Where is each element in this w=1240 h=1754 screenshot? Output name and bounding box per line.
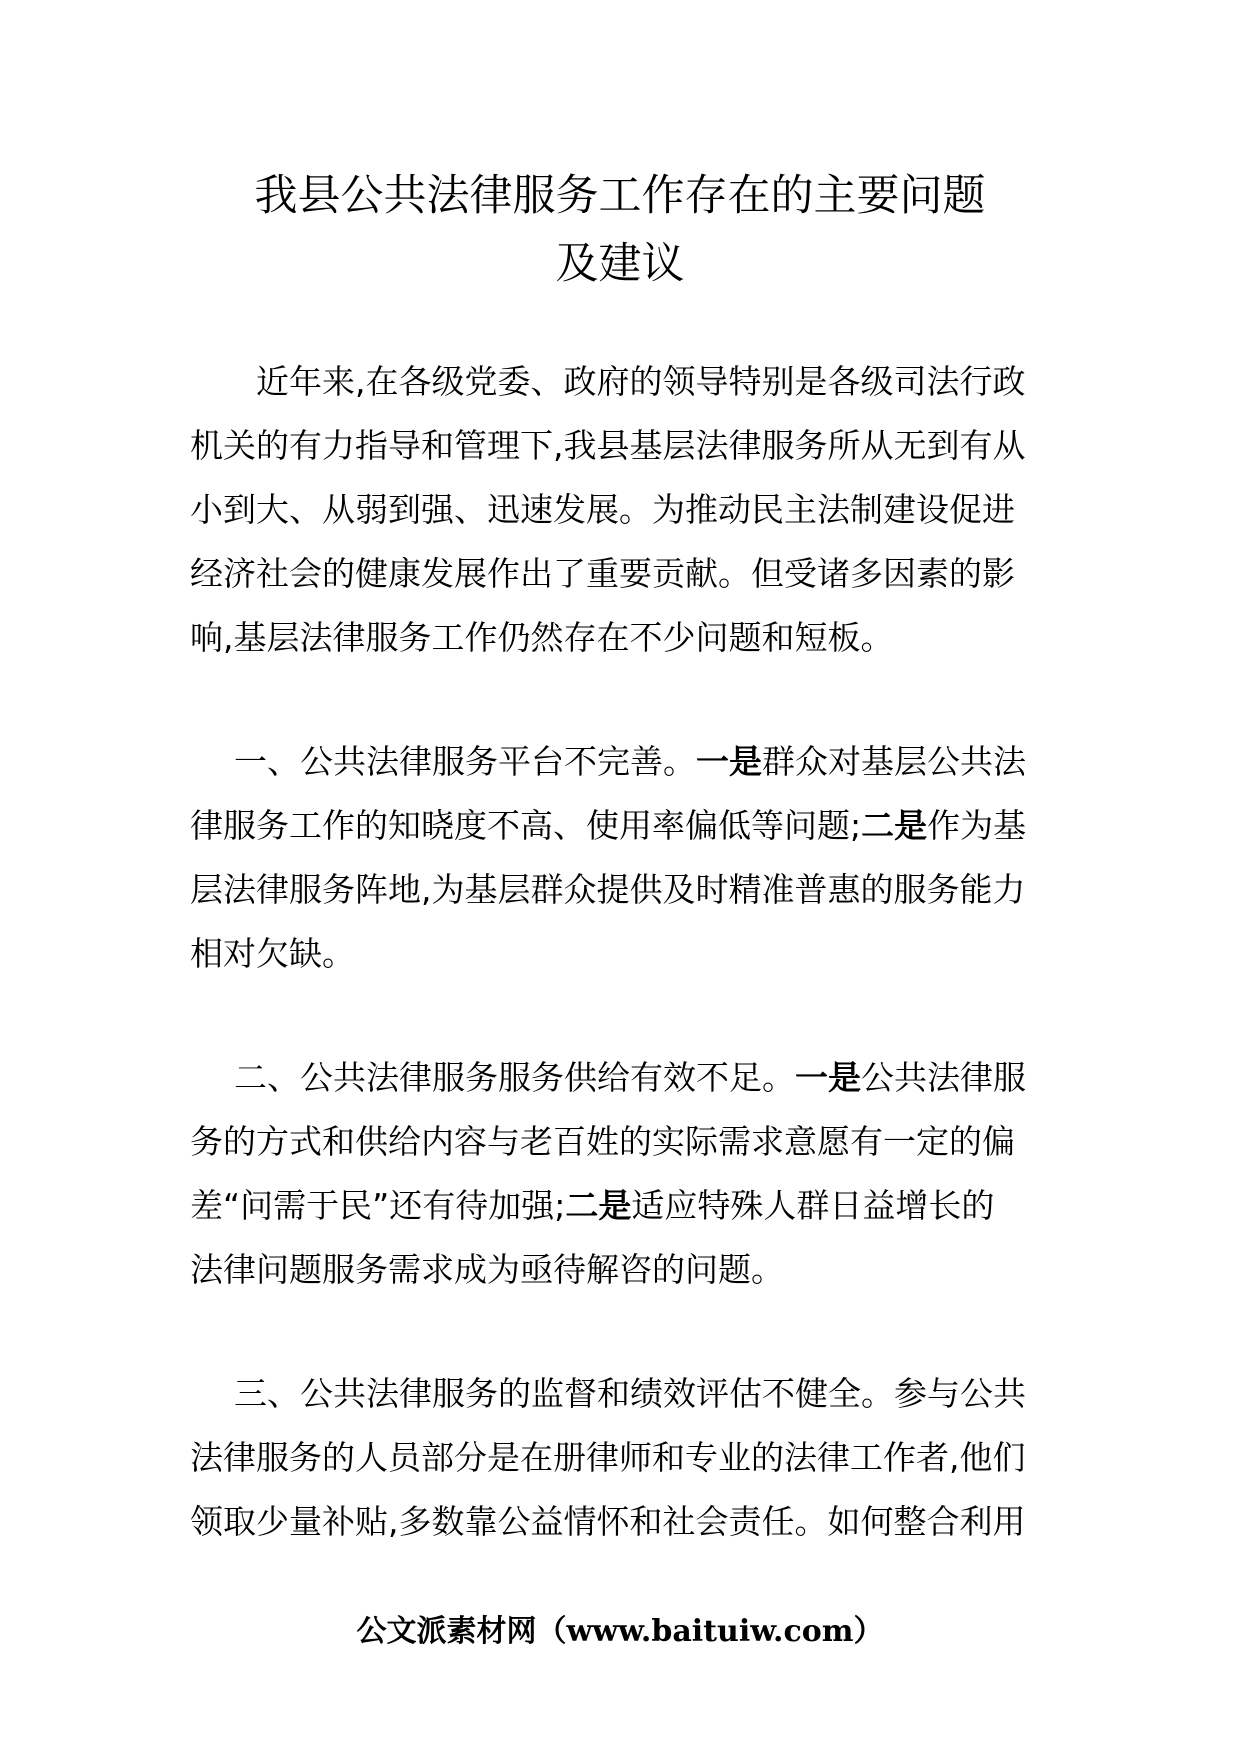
point-two-marker: 二是 [565,1186,632,1225]
section-3-paragraph [190,1362,1048,1554]
intro-line: 机关的有力指导和管理下,我县基层法律服务所从无到有从 [190,426,1026,465]
section-1-text: 作为基 [927,806,1027,845]
section-3-line: 三、公共法律服务的监督和绩效评估不健全。参与公共 [234,1374,1026,1413]
paragraph-gap [190,1302,1048,1362]
section-2-heading: 二、公共法律服务服务供给有效不足。 [234,1058,795,1097]
section-2-line [190,1174,1048,1238]
intro-line: 经济社会的健康发展作出了重要贡献。但受诸多因素的影 [190,554,1015,593]
title-line-2: 及建议 [555,239,685,289]
section-1-heading: 一、公共法律服务平台不完善。 [234,742,696,781]
document-title [190,162,1050,298]
intro-line: 小到大、从弱到强、迅速发展。为推动民主法制建设促进 [190,490,1015,529]
section-1-line [190,794,1048,858]
section-2-line: 务的方式和供给内容与老百姓的实际需求意愿有一定的偏 [190,1122,1015,1161]
section-2-text: 差“问需于民”还有待加强; [190,1186,566,1225]
section-2-paragraph [190,1046,1048,1302]
document-body [190,350,1048,1554]
section-1-text: 群众对基层公共法 [762,742,1026,781]
section-1-line: 层法律服务阵地,为基层群众提供及时精准普惠的服务能力 [190,870,1026,909]
point-one-marker: 一是 [795,1058,861,1097]
section-2-line: 法律问题服务需求成为亟待解咨的问题。 [190,1250,784,1289]
section-3-line: 领取少量补贴,多数靠公益情怀和社会责任。如何整合利用 [190,1502,1026,1541]
intro-line: 近年来,在各级党委、政府的领导特别是各级司法行政 [256,362,1026,401]
section-3-line: 法律服务的人员部分是在册律师和专业的法律工作者,他们 [190,1438,1026,1477]
point-two-marker: 二是 [861,806,928,845]
title-line-1: 我县公共法律服务工作存在的主要问题 [254,171,986,221]
intro-paragraph [190,350,1048,670]
section-2-text: 公共法律服 [861,1058,1026,1097]
paragraph-gap [190,986,1048,1046]
section-1-line [190,730,1048,794]
section-1-line: 相对欠缺。 [190,934,355,973]
section-1-paragraph [190,730,1048,986]
paragraph-gap [190,670,1048,730]
section-2-line [190,1046,1048,1110]
section-2-text: 适应特殊人群日益增长的 [631,1186,995,1225]
intro-line: 响,基层法律服务工作仍然存在不少问题和短板。 [190,618,894,657]
point-one-marker: 一是 [696,742,762,781]
section-1-text: 律服务工作的知晓度不高、使用率偏低等问题; [190,806,862,845]
footer-watermark: 公文派素材网（www.baituiw.com） [356,1614,884,1649]
